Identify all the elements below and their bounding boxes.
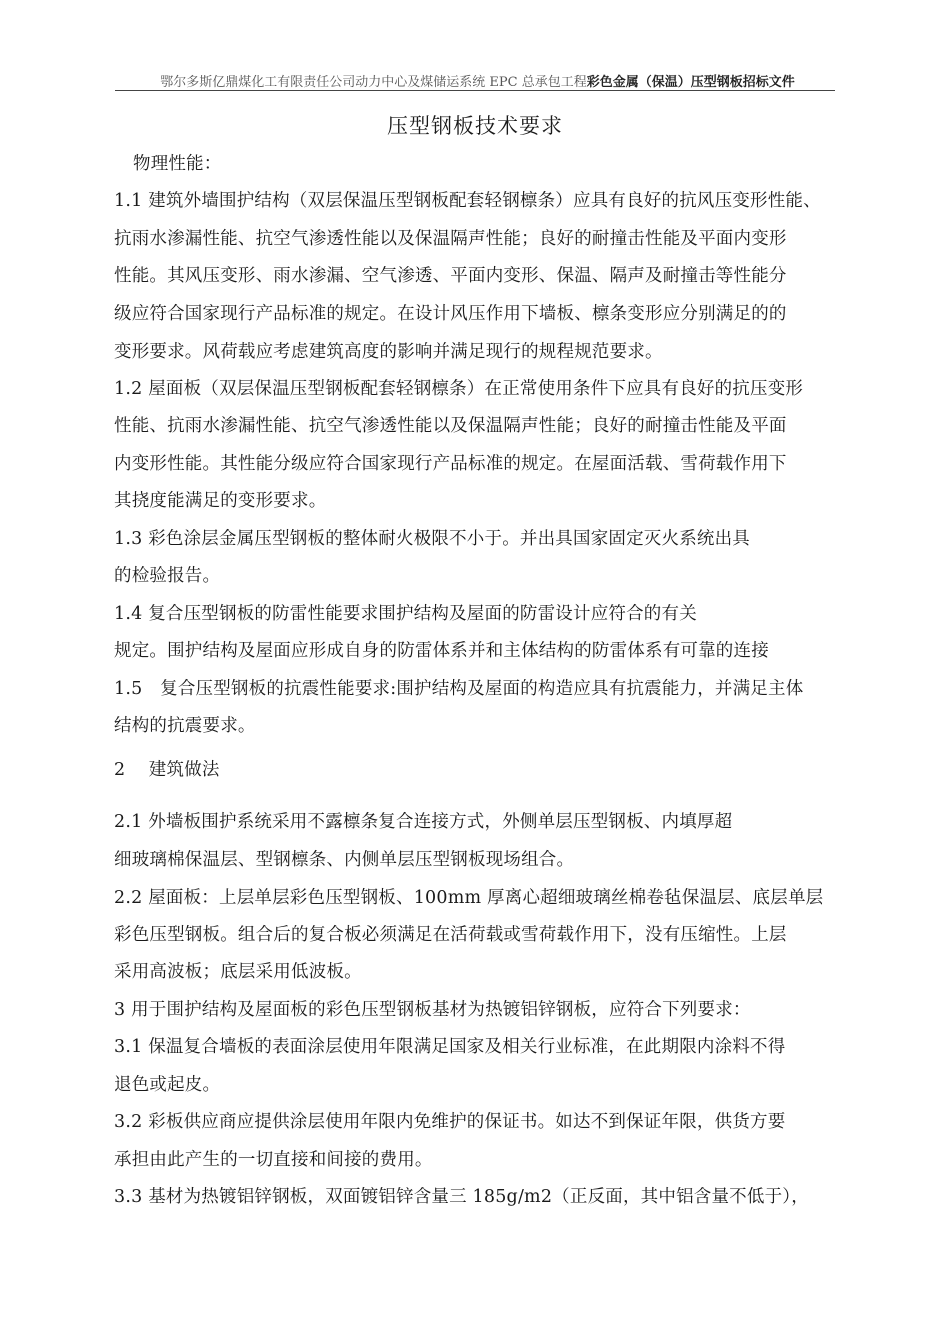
text-line: 3.1 保温复合墙板的表面涂层使用年限满足国家及相关行业标准，在此期限内涂料不得 xyxy=(114,1037,786,1057)
text-line: 采用高波板；底层采用低波板。 xyxy=(114,962,362,982)
text-line: 物理性能： xyxy=(133,154,222,174)
text-line: 承担由此产生的一切直接和间接的费用。 xyxy=(114,1150,433,1170)
text-line: 变形要求。风荷载应考虑建筑高度的影响并满足现行的规程规范要求。 xyxy=(114,342,663,362)
text-line: 结构的抗震要求。 xyxy=(114,716,256,736)
text-line: 性能、抗雨水渗漏性能、抗空气渗透性能以及保温隔声性能；良好的耐撞击性能及平面 xyxy=(114,416,787,436)
page-header xyxy=(115,71,840,90)
text-line: 抗雨水渗漏性能、抗空气渗透性能以及保温隔声性能；良好的耐撞击性能及平面内变形 xyxy=(114,229,787,249)
text-line: 1.4 复合压型钢板的防雷性能要求围护结构及屋面的防雷设计应符合的有关 xyxy=(114,604,697,624)
text-line: 退色或起皮。 xyxy=(114,1075,221,1095)
text-line: 内变形性能。其性能分级应符合国家现行产品标准的规定。在屋面活载、雪荷载作用下 xyxy=(114,454,787,474)
document-title: 压型钢板技术要求 xyxy=(387,114,563,138)
text-line: 1.3 彩色涂层金属压型钢板的整体耐火极限不小于。并出具国家固定灭火系统出具 xyxy=(114,529,750,549)
text-line: 3 用于围护结构及屋面板的彩色压型钢板基材为热镀铝锌钢板，应符合下列要求： xyxy=(114,1000,751,1020)
header-doc-title: 彩色金属（保温）压型钢板招标文件 xyxy=(586,75,795,90)
text-line: 1.5 复合压型钢板的抗震性能要求:围护结构及屋面的构造应具有抗震能力，并满足主体 xyxy=(114,679,804,699)
text-line: 规定。围护结构及屋面应形成自身的防雷体系并和主体结构的防雷体系有可靠的连接 xyxy=(114,641,769,661)
text-line: 2.1 外墙板围护系统采用不露檩条复合连接方式，外侧单层压型钢板、内填厚超 xyxy=(114,812,733,832)
text-line: 级应符合国家现行产品标准的规定。在设计风压作用下墙板、檩条变形应分别满足的的 xyxy=(114,304,787,324)
text-line: 的检验报告。 xyxy=(114,566,221,586)
section-heading: 2 建筑做法 xyxy=(114,760,220,780)
text-line: 3.2 彩板供应商应提供涂层使用年限内免维护的保证书。如达不到保证年限，供货方要 xyxy=(114,1112,786,1132)
text-line: 细玻璃棉保温层、型钢檩条、内侧单层压型钢板现场组合。 xyxy=(114,850,575,870)
text-line: 1.1 建筑外墙围护结构（双层保温压型钢板配套轻钢檩条）应具有良好的抗风压变形性能、 xyxy=(114,191,821,211)
text-line: 2.2 屋面板：上层单层彩色压型钢板、100mm 厚离心超细玻璃丝棉卷毡保温层、底层单层 xyxy=(114,888,824,908)
text-line: 性能。其风压变形、雨水渗漏、空气渗透、平面内变形、保温、隔声及耐撞击等性能分 xyxy=(114,266,787,286)
text-line: 1.2 屋面板（双层保温压型钢板配套轻钢檩条）在正常使用条件下应具有良好的抗压变形 xyxy=(114,379,804,399)
text-line: 其挠度能满足的变形要求。 xyxy=(114,491,327,511)
header-text: 鄂尔多斯亿鼎煤化工有限责任公司动力中心及煤储运系统 EPC 总承包工程 xyxy=(160,75,587,90)
text-line: 3.3 基材为热镀铝锌钢板，双面镀铝锌含量三 185g/m2（正反面，其中铝含量不低于）， xyxy=(114,1187,809,1207)
text-line: 彩色压型钢板。组合后的复合板必须满足在活荷载或雪荷载作用下，没有压缩性。上层 xyxy=(114,925,787,945)
header-divider xyxy=(115,90,835,91)
